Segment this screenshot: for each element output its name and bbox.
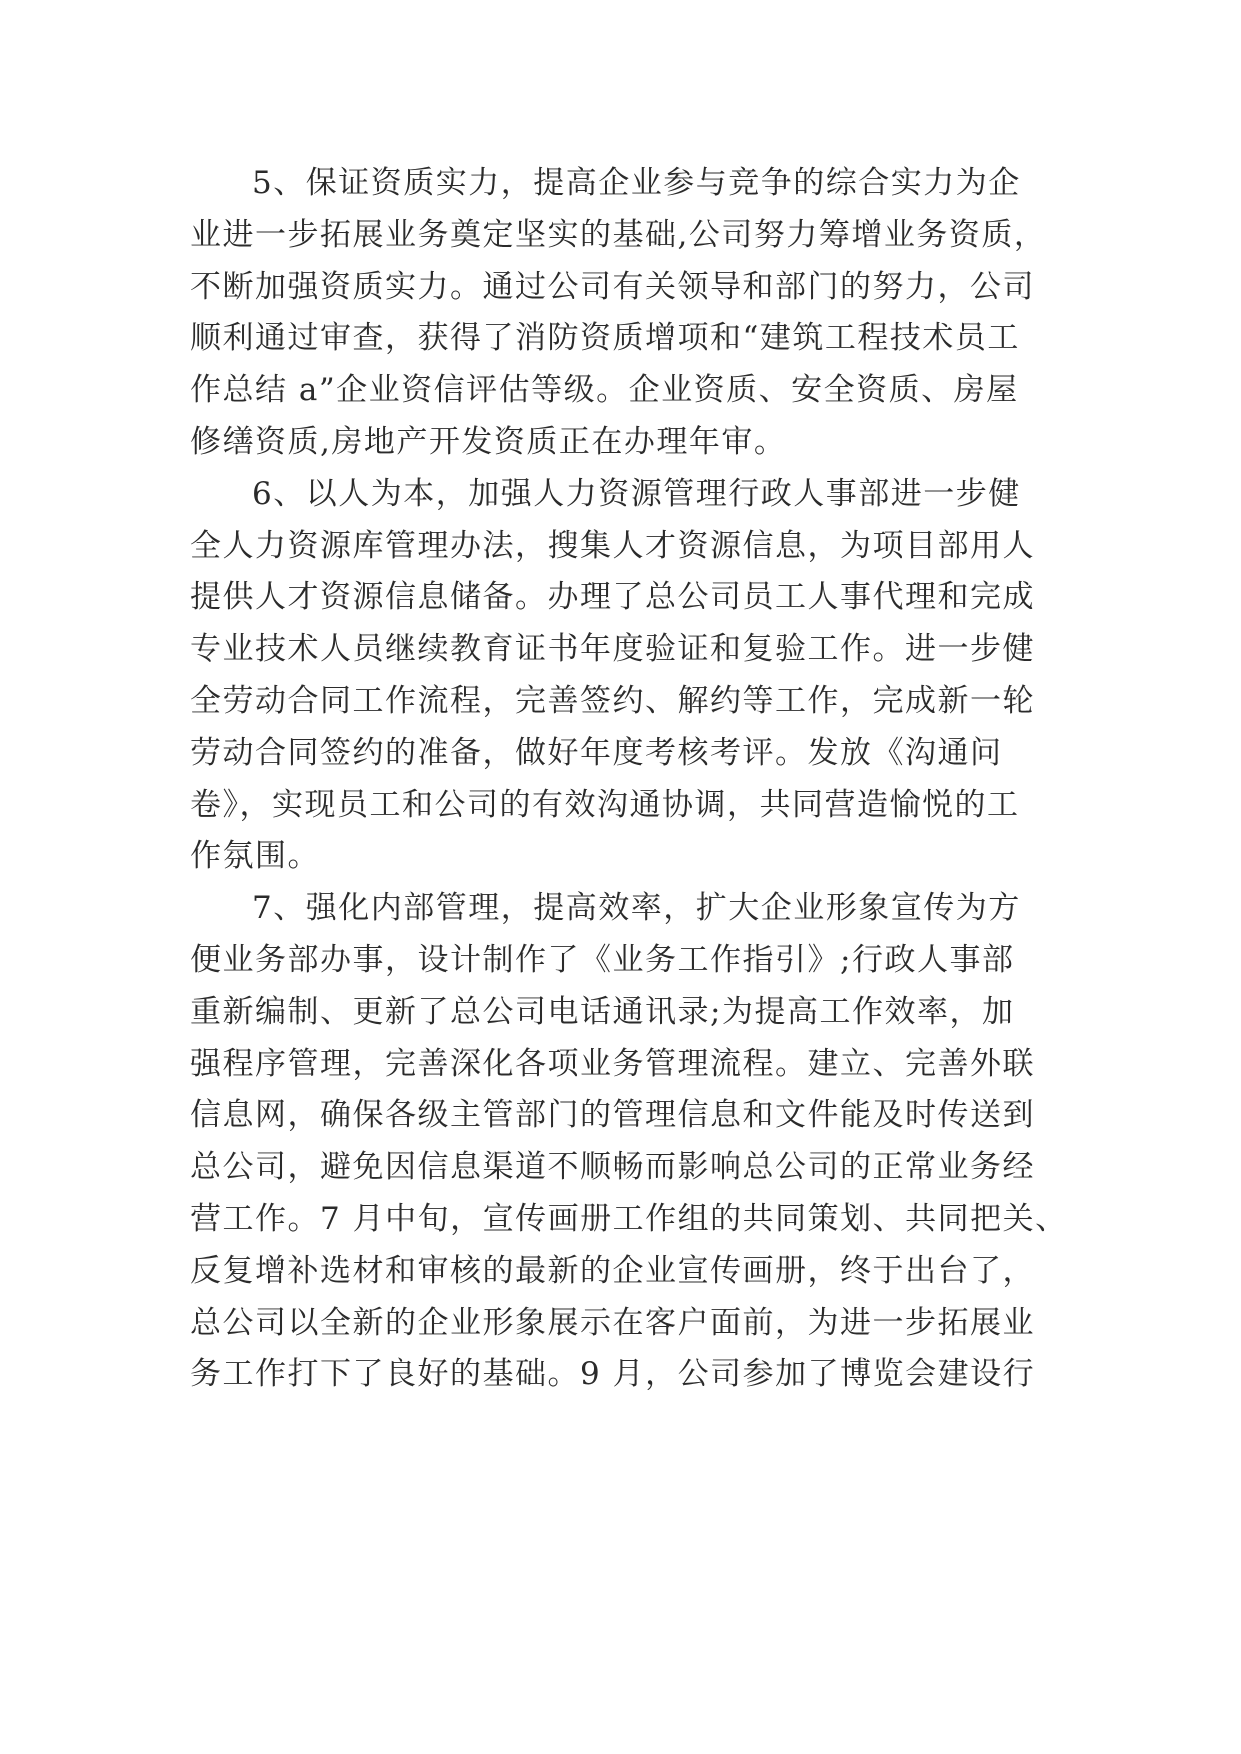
paragraph-line: 修缮资质,房地产开发资质正在办理年审。 — [190, 423, 787, 460]
document-body — [190, 158, 1090, 1401]
paragraph-line: 强程序管理，完善深化各项业务管理流程。建立、完善外联 — [190, 1045, 1035, 1082]
paragraph-line: 业进一步拓展业务奠定坚实的基础,公司努力筹增业务资质， — [190, 216, 1047, 253]
paragraph-line: 全劳动合同工作流程，完善签约、解约等工作，完成新一轮 — [190, 682, 1035, 719]
paragraph-7-internal-management — [190, 883, 1090, 1401]
paragraph-line: 便业务部办事，设计制作了《业务工作指引》;行政人事部 — [190, 941, 1015, 978]
paragraph-line: 作总结 a”企业资信评估等级。企业资质、安全资质、房屋 — [190, 372, 1019, 409]
paragraph-line: 卷》，实现员工和公司的有效沟通协调，共同营造愉悦的工 — [190, 786, 1020, 823]
paragraph-6-human-resources — [190, 469, 1090, 883]
paragraph-line: 作氛围。 — [190, 838, 320, 875]
paragraph-line: 重新编制、更新了总公司电话通讯录;为提高工作效率，加 — [190, 993, 1015, 1030]
paragraph-line: 顺利通过审查，获得了消防资质增项和“建筑工程技术员工 — [190, 320, 1020, 357]
paragraph-line: 劳动合同签约的准备，做好年度考核考评。发放《沟通问 — [190, 734, 1003, 771]
paragraph-line: 反复增补选材和审核的最新的企业宣传画册，终于出台了， — [190, 1252, 1035, 1289]
paragraph-line: 总公司，避免因信息渠道不顺畅而影响总公司的正常业务经 — [190, 1149, 1035, 1186]
paragraph-line: 专业技术人员继续教育证书年度验证和复验工作。进一步健 — [190, 631, 1035, 668]
paragraph-line: 全人力资源库管理办法，搜集人才资源信息，为项目部用人 — [190, 527, 1035, 564]
paragraph-line: 6、以人为本，加强人力资源管理行政人事部进一步健 — [252, 475, 1021, 512]
paragraph-line: 不断加强资质实力。通过公司有关领导和部门的努力，公司 — [190, 268, 1035, 305]
paragraph-line: 营工作。7 月中旬，宣传画册工作组的共同策划、共同把关、 — [190, 1200, 1068, 1237]
paragraph-line: 7、强化内部管理，提高效率，扩大企业形象宣传为方 — [252, 890, 1021, 927]
paragraph-line: 5、保证资质实力，提高企业参与竞争的综合实力为企 — [252, 165, 1021, 201]
paragraph-line: 信息网，确保各级主管部门的管理信息和文件能及时传送到 — [190, 1097, 1035, 1134]
paragraph-5-qualification — [190, 158, 1090, 469]
paragraph-line: 提供人才资源信息储备。办理了总公司员工人事代理和完成 — [190, 579, 1035, 616]
paragraph-line: 总公司以全新的企业形象展示在客户面前，为进一步拓展业 — [190, 1304, 1035, 1341]
paragraph-line: 务工作打下了良好的基础。9 月，公司参加了博览会建设行 — [190, 1356, 1036, 1393]
